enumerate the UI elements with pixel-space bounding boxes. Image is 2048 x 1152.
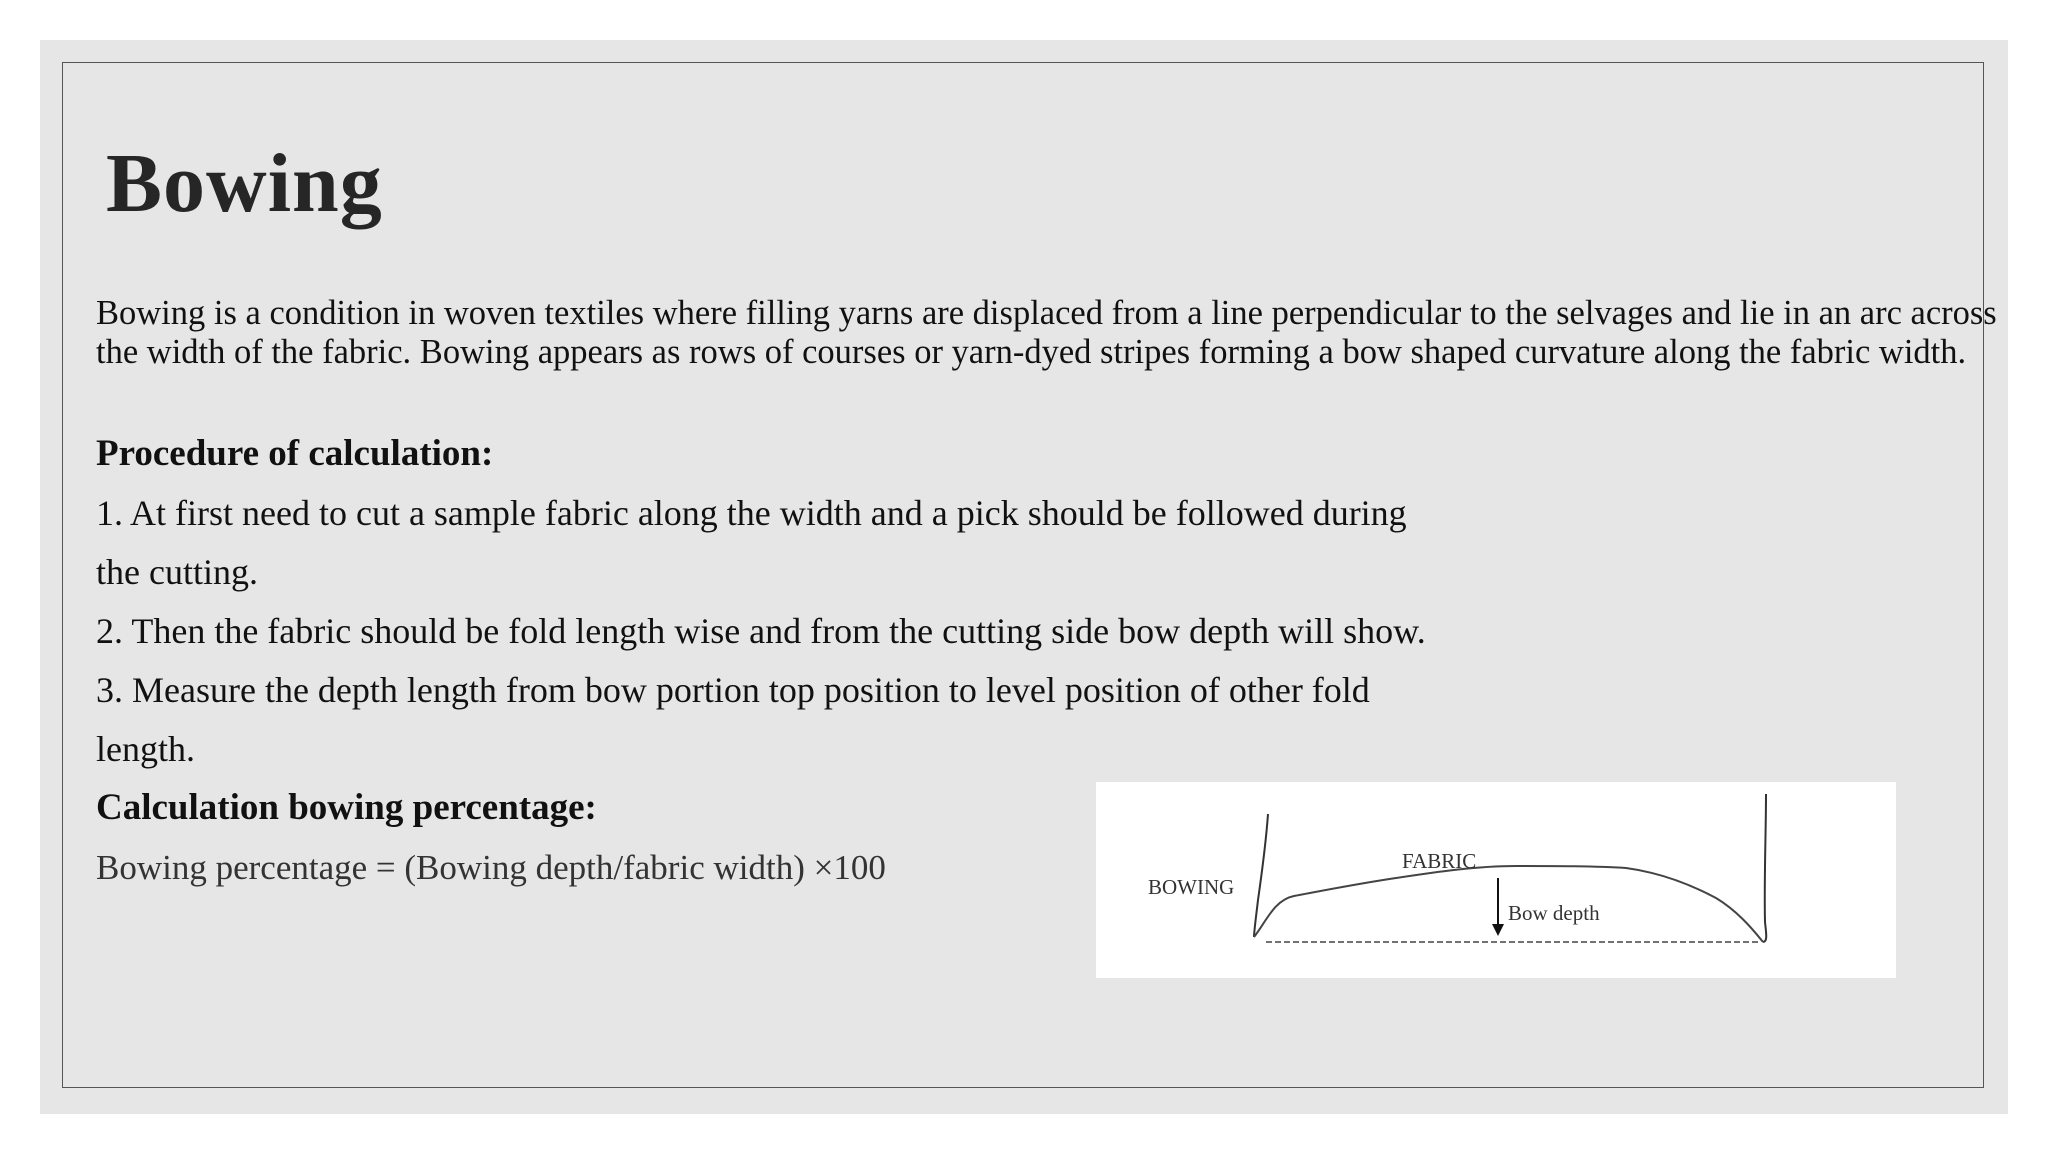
bowing-formula: Bowing percentage = (Bowing depth/fabric width) ×100 <box>96 848 886 887</box>
step-2: 2. Then the fabric should be fold length wise and from the cutting side bow depth will show. <box>96 611 1426 651</box>
step-3-line-2: length. <box>96 729 195 769</box>
step-3-line-1: 3. Measure the depth length from bow portion top position to level position of other fold <box>96 670 1370 710</box>
label-bowing: BOWING <box>1148 875 1235 899</box>
calculation-heading: Calculation bowing percentage: <box>96 787 597 828</box>
intro-paragraph: Bowing is a condition in woven textiles where filling yarns are displaced from a line perpendicular to the selvages and lie in an arc across the width of the fabric. Bowing appears as rows of courses or yarn-dyed stripes forming a bow shaped curvature along the fabric width. <box>96 294 1997 371</box>
procedure-heading: Procedure of calculation: <box>96 433 494 474</box>
label-bow-depth: Bow depth <box>1508 901 1600 925</box>
bowing-diagram <box>1096 782 1896 978</box>
right-fold-edge <box>1763 794 1766 942</box>
bowing-diagram-svg <box>1096 782 1896 978</box>
slide-title: Bowing <box>106 137 383 230</box>
label-fabric: FABRIC <box>1402 849 1477 873</box>
bow-depth-arrow-head <box>1492 924 1504 936</box>
step-1-line-2: the cutting. <box>96 552 258 592</box>
step-1-line-1: 1. At first need to cut a sample fabric along the width and a pick should be followed during <box>96 493 1407 533</box>
